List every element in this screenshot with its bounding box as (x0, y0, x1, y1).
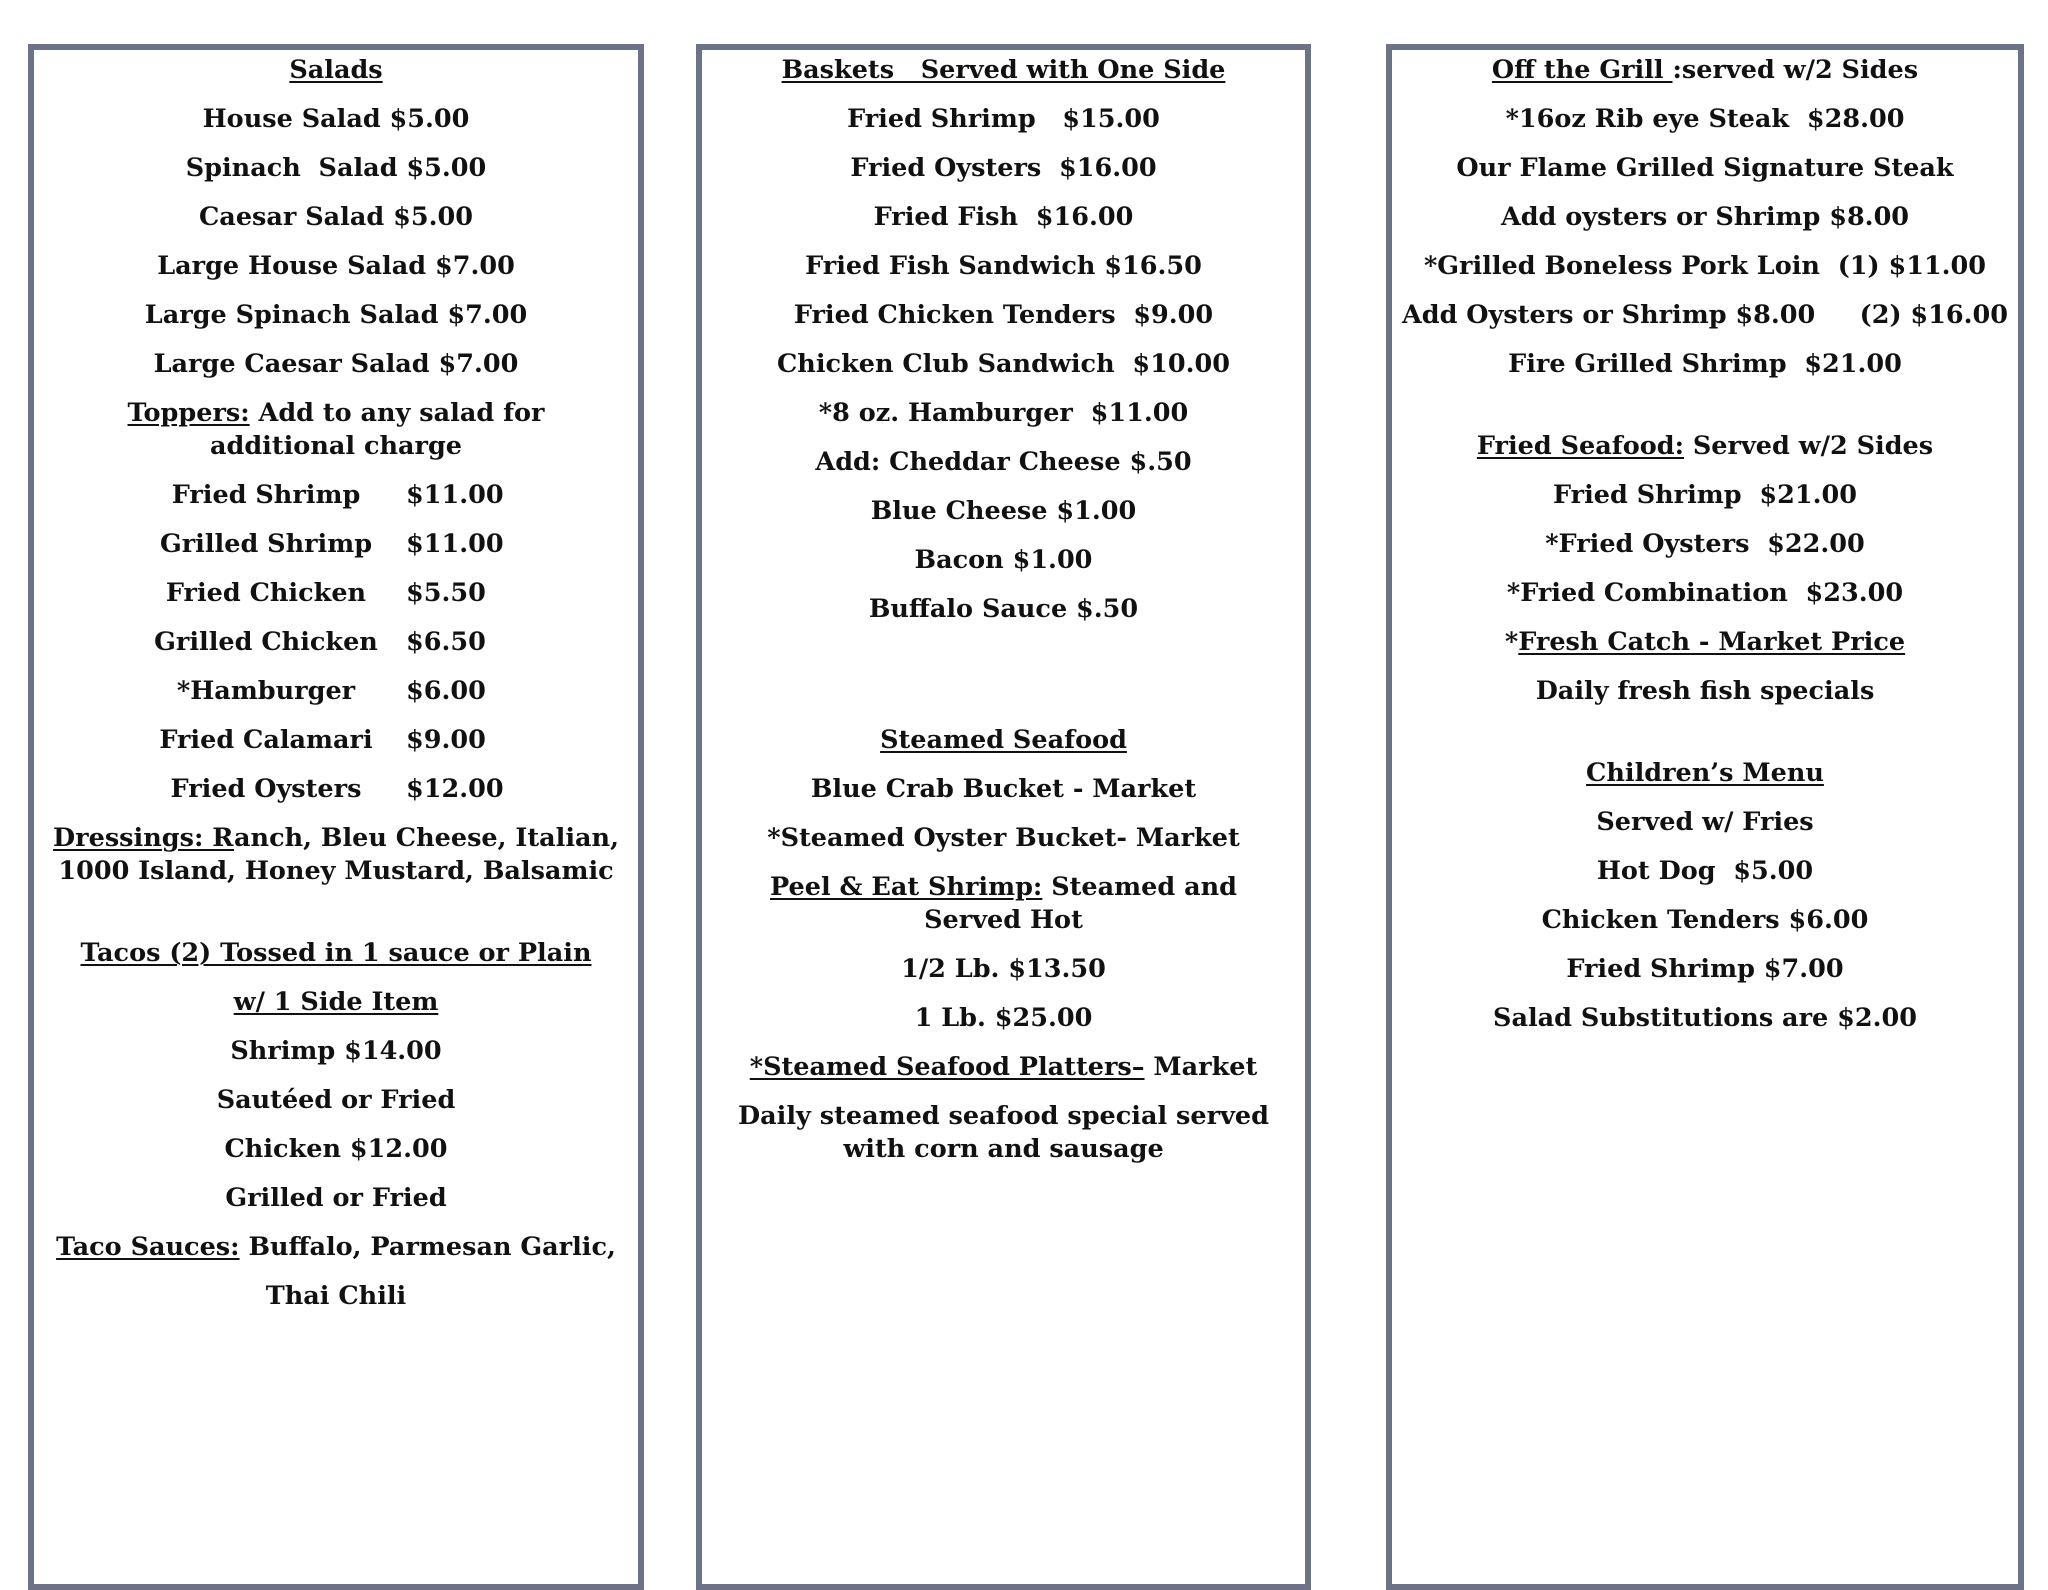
menu-item: Our Flame Grilled Signature Steak (1456, 153, 1954, 183)
peel-eat-note (702, 871, 1305, 937)
menu-item: Add: Cheddar Cheese $.50 (815, 447, 1192, 477)
menu-item: Shrimp $14.00 (230, 1036, 442, 1066)
toppers-note (34, 397, 638, 463)
menu-item: Spinach Salad $5.00 (185, 153, 487, 183)
menu-item: Sautéed or Fried (216, 1085, 456, 1115)
platters-label: *Steamed Seafood Platters– (749, 1052, 1145, 1082)
menu-item: *Grilled Boneless Pork Loin (1) $11.00 (1423, 251, 1987, 281)
fresh-catch-star: * (1504, 627, 1519, 657)
menu-panel-salads-tacos (28, 44, 644, 1590)
toppers-text: Add to any salad for additional charge (209, 398, 545, 461)
platters-note (702, 1051, 1305, 1084)
dressings-label: Dressings: R (53, 823, 235, 853)
section-title-salads: Salads (289, 55, 383, 85)
menu-item: *Fried Oysters $22.00 (1545, 529, 1865, 559)
section-title-baskets: Baskets Served with One Side (781, 55, 1226, 85)
topper-price: $12.00 (406, 774, 504, 804)
topper-name: Grilled Shrimp (159, 529, 373, 559)
topper-name: Grilled Chicken (154, 627, 378, 657)
menu-item: Fried Shrimp $7.00 (1566, 954, 1844, 984)
menu-item: Fried Fish $16.00 (873, 202, 1134, 232)
topper-name: Fried Shrimp (171, 480, 361, 510)
topper-row (34, 675, 638, 708)
peel-eat-label: Peel & Eat Shrimp: (770, 872, 1043, 902)
menu-item: Fire Grilled Shrimp $21.00 (1508, 349, 1902, 379)
menu-item: Fried Chicken Tenders $9.00 (793, 300, 1214, 330)
topper-price: $11.00 (406, 529, 504, 559)
menu-item: Chicken Tenders $6.00 (1541, 905, 1869, 935)
section-title-tacos: Tacos (2) Tossed in 1 sauce or Plain (80, 938, 592, 968)
menu-item: *Steamed Oyster Bucket- Market (767, 823, 1240, 853)
fresh-catch-note (1392, 626, 2018, 659)
fried-label: Fried Seafood: (1476, 431, 1684, 461)
menu-item: Fried Fish Sandwich $16.50 (805, 251, 1202, 281)
topper-row (34, 528, 638, 561)
topper-price: $5.50 (406, 578, 486, 608)
topper-row (34, 724, 638, 757)
fried-text: Served w/2 Sides (1684, 431, 1934, 461)
topper-row (34, 626, 638, 659)
menu-item: Blue Crab Bucket - Market (810, 774, 1197, 804)
menu-item: *Fried Combination $23.00 (1506, 578, 1904, 608)
topper-price: $6.50 (406, 627, 486, 657)
menu-item: *8 oz. Hamburger $11.00 (818, 398, 1189, 428)
taco-sauces-label: Taco Sauces: (56, 1232, 240, 1262)
topper-row (34, 773, 638, 806)
platters-text: Market (1144, 1052, 1258, 1082)
menu-item: Fried Shrimp $15.00 (847, 104, 1160, 134)
menu-item: 1/2 Lb. $13.50 (901, 954, 1106, 984)
menu-item: Blue Cheese $1.00 (870, 496, 1137, 526)
menu-item: Large Caesar Salad $7.00 (153, 349, 519, 379)
menu-panel-grill-fried-kids (1386, 44, 2024, 1590)
menu-item: Large Spinach Salad $7.00 (144, 300, 528, 330)
menu-item: Chicken Club Sandwich $10.00 (777, 349, 1230, 379)
menu-item: House Salad $5.00 (202, 104, 470, 134)
menu-item: Salad Substitutions are $2.00 (1493, 1003, 1917, 1033)
menu-item: Hot Dog $5.00 (1596, 856, 1814, 886)
menu-item: Fried Oysters $16.00 (850, 153, 1157, 183)
section-title-fried-seafood (1392, 430, 2018, 463)
topper-price: $9.00 (406, 725, 486, 755)
topper-name: Fried Calamari (159, 725, 373, 755)
grill-text: :served w/2 Sides (1672, 55, 1919, 85)
topper-name: Fried Oysters (170, 774, 362, 804)
menu-item: Add Oysters or Shrimp $8.00 (2) $16.00 (1401, 300, 2009, 330)
menu-item: Chicken $12.00 (224, 1134, 448, 1164)
daily-fish-note: Daily fresh fish specials (1535, 676, 1875, 706)
menu-item: Fried Shrimp $21.00 (1553, 480, 1857, 510)
menu-item: Served w/ Fries (1596, 807, 1814, 837)
menu-item: 1 Lb. $25.00 (914, 1003, 1093, 1033)
menu-item: Add oysters or Shrimp $8.00 (1500, 202, 1910, 232)
daily-steamed-note: Daily steamed seafood special served with corn and sausage (738, 1101, 1269, 1164)
fresh-catch-label: Fresh Catch - Market Price (1518, 627, 1906, 657)
topper-row (34, 479, 638, 512)
topper-price: $6.00 (406, 676, 486, 706)
menu-item: Grilled or Fried (225, 1183, 447, 1213)
dressings-note (34, 822, 638, 888)
section-title-grill (1392, 54, 2018, 87)
menu-item: Bacon $1.00 (914, 545, 1093, 575)
menu-item: Caesar Salad $5.00 (199, 202, 473, 232)
taco-sauces-note (34, 1231, 638, 1264)
topper-name: *Hamburger (176, 676, 356, 706)
menu-item: Large House Salad $7.00 (157, 251, 515, 281)
topper-row (34, 577, 638, 610)
peel-eat-text: Steamed and Served Hot (924, 872, 1237, 935)
section-title-kids: Children’s Menu (1586, 758, 1824, 788)
toppers-label: Toppers: (127, 398, 250, 428)
section-title-steamed: Steamed Seafood (880, 725, 1127, 755)
menu-panel-baskets-steamed (696, 44, 1311, 1590)
grill-label: Off the Grill (1491, 55, 1673, 85)
menu-item: *16oz Rib eye Steak $28.00 (1505, 104, 1905, 134)
menu-item: Buffalo Sauce $.50 (868, 594, 1139, 624)
topper-name: Fried Chicken (165, 578, 367, 608)
dressings-text: anch, Bleu Cheese, Italian, 1000 Island, Honey Mustard, Balsamic (58, 823, 619, 886)
topper-price: $11.00 (406, 480, 504, 510)
taco-sauces-text: Buffalo, Parmesan Garlic, (239, 1232, 616, 1262)
taco-sauces-text-2: Thai Chili (265, 1281, 407, 1311)
section-subtitle-tacos: w/ 1 Side Item (233, 987, 439, 1017)
